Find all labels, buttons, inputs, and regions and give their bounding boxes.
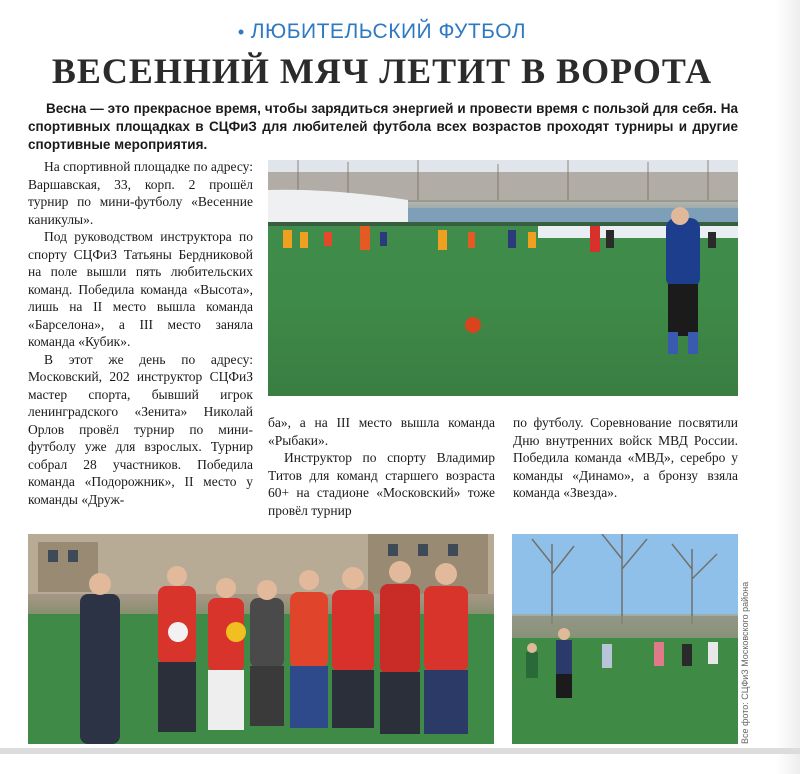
photo-team-group bbox=[28, 534, 494, 744]
photo-match-action-illustration bbox=[268, 160, 738, 396]
paragraph: В этот же день по адресу: Московский, 202 инструктор СЦФиЗ мастер спорта, бывший игрок ленинградского «Зенита» Николай Орлов провёл турнир по мини-футболу уже для взрослых. Турнир собрал 28 участников. Победила команда «Подорожник», II место у команды «Друж- bbox=[28, 351, 253, 507]
photo-match-action bbox=[268, 160, 738, 396]
rubric-bullet: • bbox=[237, 22, 245, 42]
photo-veterans-match-illustration bbox=[512, 534, 738, 744]
text-column-3 bbox=[513, 414, 738, 502]
photo-team-group-illustration bbox=[28, 534, 494, 744]
paragraph: по футболу. Соревнование посвятили Дню внутренних войск МВД России. Победила команда «МВД», серебро у команды «Динамо», а бронзу взяла команда «Звезда». bbox=[513, 415, 738, 500]
paragraph: Инструктор по спорту Владимир Титов для команд старшего возраста 60+ на стадионе «Московский» тоже провёл турнир bbox=[268, 450, 495, 518]
paragraph: Под руководством инструктора по спорту СЦФиЗ Татьяны Бердниковой на поле вышли пять любительских команд. Победила команда «Высота», лишь на II место вышла команда «Барселона», а III место заняла команда «Кубик». bbox=[28, 229, 253, 349]
article-headline: ВЕСЕННИЙ МЯЧ ЛЕТИТ В ВОРОТА bbox=[51, 51, 713, 91]
photo-veterans-match bbox=[512, 534, 738, 744]
photo-credit: Все фото: СЦФиЗ Московского района bbox=[740, 581, 750, 744]
paragraph: На спортивной площадке по адресу: Варшавская, 33, корп. 2 прошёл турнир по мини-футболу «Весенние каникулы». bbox=[28, 159, 253, 227]
article-lead: Весна — это прекрасное время, чтобы зарядиться энергией и провести время с пользой для себя. На спортивных площадках в СЦФиЗ для любителей футбола всех возрастов проходят турниры и другие спортивные мероприятия. bbox=[28, 101, 738, 152]
page-bottom-divider bbox=[0, 748, 800, 754]
text-column-2 bbox=[268, 414, 495, 519]
text-column-1 bbox=[28, 158, 253, 508]
section-rubric bbox=[0, 20, 764, 44]
paragraph: ба», а на III место вышла команда «Рыбаки». bbox=[268, 415, 495, 448]
rubric-label: ЛЮБИТЕЛЬСКИЙ ФУТБОЛ bbox=[250, 20, 527, 43]
